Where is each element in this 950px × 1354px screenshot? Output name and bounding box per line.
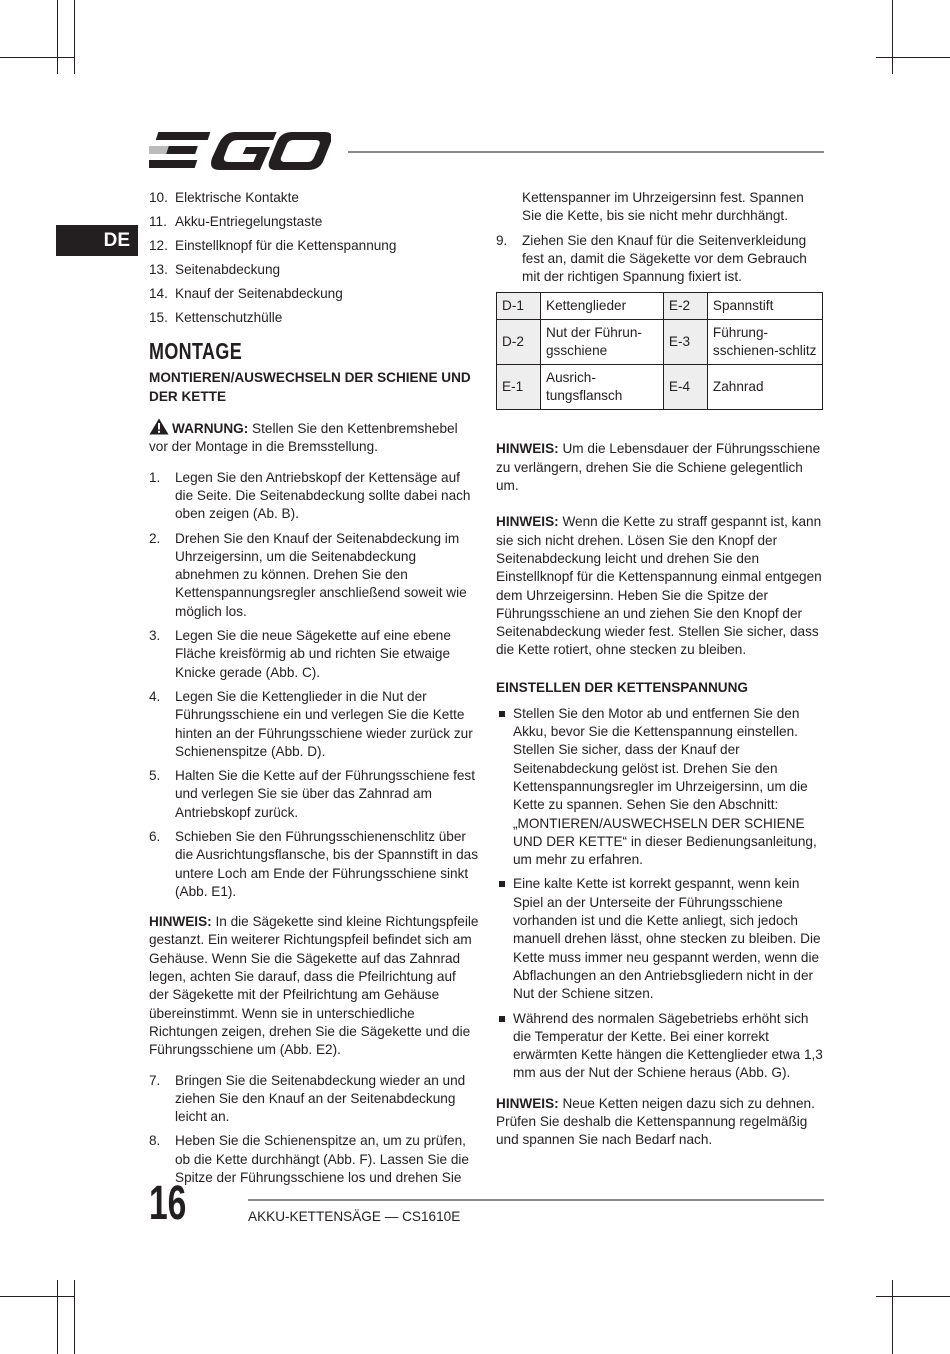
list-item bbox=[149, 213, 479, 231]
right-column bbox=[496, 189, 826, 1162]
crop-mark bbox=[74, 1280, 75, 1354]
table-cell: D-2 bbox=[497, 320, 541, 365]
crop-mark bbox=[57, 0, 58, 74]
note-label: HINWEIS: bbox=[149, 914, 212, 930]
step-number: 5. bbox=[149, 768, 161, 784]
section-title: MONTAGE bbox=[149, 337, 243, 364]
list-item bbox=[149, 688, 479, 761]
item-label: Einstellknopf für die Kettenspannung bbox=[175, 238, 397, 254]
item-number: 15. bbox=[149, 310, 168, 326]
step-number: 6. bbox=[149, 829, 161, 844]
crop-mark bbox=[892, 0, 893, 74]
steps-list-continued bbox=[149, 1072, 479, 1188]
list-item bbox=[149, 309, 479, 327]
footer-rule bbox=[248, 1199, 824, 1201]
tension-bullets bbox=[496, 705, 826, 1083]
bullet-text: Während des normalen Sägebetriebs erhöht sich die Temperatur der Kette. Bei einer korrekt erwärmten Kette hängen die Kettenglieder etwa 1,3 mm aus der Nut der Schiene heraus (Abb. G). bbox=[513, 1010, 823, 1081]
step-number: 4. bbox=[149, 688, 161, 704]
table-cell: Führung-sschienen-schlitz bbox=[707, 320, 822, 365]
table-row bbox=[497, 320, 823, 365]
note-paragraph bbox=[149, 913, 479, 1059]
crop-mark bbox=[892, 1280, 893, 1354]
crop-mark bbox=[0, 57, 74, 58]
item-label: Elektrische Kontakte bbox=[175, 190, 299, 205]
note-text: Neue Ketten neigen dazu sich zu dehnen. Prüfen Sie deshalb die Kettenspannung regelmäßig und spannen Sie nach Bedarf nach. bbox=[496, 1095, 815, 1148]
item-number: 11. bbox=[149, 214, 167, 230]
note-text: In die Sägekette sind kleine Richtungspfeile gestanzt. Ein weiterer Richtungspfeil befindet sich am Gehäuse. Wenn Sie die Sägekette auf das Zahnrad legen, achten Sie darauf, dass die Pfeilrichtung auf der Sägekette mit der Pfeilrichtung am Gehäuse übereinstimmt. Wenn sie in unterschiedliche Richtungen zeigen, drehen Sie die Sägekette und die Führungsschiene um (Abb. E2). bbox=[149, 914, 479, 1058]
note-label: HINWEIS: bbox=[496, 441, 559, 457]
list-item bbox=[149, 627, 479, 682]
step-text: Legen Sie die Kettenglieder in die Nut der Führungsschiene ein und verlegen Sie die Kette hinten an der Führungsschiene wieder zurück zur Schienenspitze (Abb. D). bbox=[175, 688, 473, 759]
warning-paragraph bbox=[149, 418, 479, 457]
step-number: 7. bbox=[149, 1072, 161, 1088]
table-cell: Nut der Führun-gsschiene bbox=[541, 320, 664, 365]
table-cell: Ausrich-tungsflansch bbox=[541, 365, 664, 410]
table-cell: E-4 bbox=[663, 365, 707, 410]
list-item bbox=[496, 875, 826, 1003]
crop-mark bbox=[876, 1296, 950, 1297]
step-text: Bringen Sie die Seitenabdeckung wieder an und ziehen Sie den Knauf an der Seitenabdeckung leicht an. bbox=[175, 1072, 466, 1125]
step-text: Legen Sie den Antriebskopf der Kettensäge auf die Seite. Die Seitenabdeckung sollte dabei nach oben zeigen (Ab. B). bbox=[175, 469, 471, 522]
table-row bbox=[497, 293, 823, 320]
table-cell: D-1 bbox=[497, 293, 541, 320]
item-label: Kettenschutzhülle bbox=[175, 310, 283, 326]
item-label: Knauf der Seitenabdeckung bbox=[175, 286, 343, 302]
item-number: 12. bbox=[149, 238, 168, 254]
note-paragraph bbox=[496, 440, 826, 495]
ego-logo bbox=[149, 130, 331, 172]
list-item bbox=[149, 767, 479, 822]
list-item bbox=[149, 530, 479, 621]
item-number: 14. bbox=[149, 286, 168, 302]
note-text: Wenn die Kette zu straff gespannt ist, kann sie sich nicht drehen. Lösen Sie den Knopf der Seitenabdeckung leicht und drehen Sie den Einstellknopf für die Kettenspannung einmal entgegen dem Uhrzeigersinn. Heben Sie die Spitze der Führungsschiene an und ziehen Sie den Knopf der Seitenabdeckung wieder fest. Stellen Sie sicher, dass die Kette rotiert, ohne stecken zu bleiben. bbox=[496, 514, 822, 658]
steps-list-final bbox=[496, 232, 826, 287]
step-text: Schieben Sie den Führungsschienenschlitz über die Ausrichtungsflansche, bis der Spannstift in das untere Loch am Ende der Führungsschiene sinkt (Abb. E1). bbox=[175, 829, 479, 899]
note-paragraph bbox=[496, 1095, 826, 1150]
step-number: 8. bbox=[149, 1133, 161, 1149]
list-item bbox=[496, 705, 826, 870]
note-label: HINWEIS: bbox=[496, 1095, 559, 1111]
bullet-text: Stellen Sie den Motor ab und entfernen Sie den Akku, bevor Sie die Kettenspannung einstellen. Stellen Sie sicher, dass der Knauf der Seitenabdeckung gelöst ist. Drehen Sie den Kettenspannungsregler im Uhrzeigersinn, um die Kette zu spannen. Sehen Sie den Abschnitt: „MONTIEREN/AUSWECHSELN DER SCHIENE UND DER KETTE“ in dieser Bedienungsanleitung, um mehr zu erfahren. bbox=[513, 705, 817, 868]
bullet-square-icon bbox=[499, 1016, 505, 1022]
item-number: 10. bbox=[149, 190, 168, 205]
bullet-text: Eine kalte Kette ist korrekt gespannt, wenn kein Spiel an der Unterseite der Führungsschiene vorhanden ist und die Kette anliegt, sich jedoch manuell drehen lässt, ohne stecken zu bleiben. Die Kette muss immer neu gespannt werden, wenn die Abflachungen an den Antriebsgliedern nicht in der Nut der Schiene sitzen. bbox=[513, 876, 821, 1002]
table-cell: Spannstift bbox=[707, 293, 822, 320]
language-tab: DE bbox=[56, 225, 138, 256]
crop-mark bbox=[74, 0, 75, 74]
crop-mark bbox=[0, 1296, 74, 1297]
item-label: Seitenabdeckung bbox=[175, 262, 281, 278]
table-row bbox=[497, 365, 823, 410]
step-number: 9. bbox=[496, 232, 508, 248]
item-number: 13. bbox=[149, 262, 168, 278]
step-text: Drehen Sie den Knauf der Seitenabdeckung im Uhrzeigersinn, um die Seitenabdeckung abnehmen zu können. Drehen Sie den Kettenspannungsregler anschließend soweit wie möglich los. bbox=[175, 530, 467, 619]
step-number: 2. bbox=[149, 530, 161, 546]
step-text: Ziehen Sie den Knauf für die Seitenverkleidung fest an, damit die Sägekette vor dem Gebrauch mit der richtigen Spannung fixiert ist. bbox=[522, 232, 807, 285]
list-item bbox=[149, 469, 479, 524]
table-cell: Kettenglieder bbox=[541, 293, 664, 320]
list-item bbox=[149, 1072, 479, 1127]
list-item bbox=[496, 232, 826, 287]
table-cell: E-2 bbox=[663, 293, 707, 320]
bullet-square-icon bbox=[499, 711, 505, 717]
list-item bbox=[149, 189, 479, 207]
footer-doc-title: AKKU-KETTENSÄGE — CS1610E bbox=[248, 1209, 461, 1224]
note-label: HINWEIS: bbox=[496, 514, 559, 530]
left-column bbox=[149, 189, 479, 1193]
crop-mark bbox=[876, 57, 950, 58]
parts-list bbox=[149, 189, 479, 328]
warning-icon bbox=[149, 418, 169, 435]
page-number: 16 bbox=[149, 1177, 187, 1230]
tension-section-title: EINSTELLEN DER KETTENSPANNUNG bbox=[496, 679, 749, 695]
table-cell: E-1 bbox=[497, 365, 541, 410]
step-number: 3. bbox=[149, 628, 161, 644]
list-item bbox=[149, 261, 479, 279]
step-number: 1. bbox=[149, 469, 161, 485]
warning-text: Stellen Sie den Kettenbremshebel vor der Montage in die Bremsstellung. bbox=[149, 421, 458, 455]
bullet-square-icon bbox=[499, 881, 505, 887]
step-text: Halten Sie die Kette auf der Führungsschiene fest und verlegen Sie sie über das Zahnrad am Antriebskopf zurück. bbox=[175, 768, 475, 820]
table-cell: Zahnrad bbox=[707, 365, 822, 410]
list-item bbox=[149, 285, 479, 303]
step-text: Heben Sie die Schienenspitze an, um zu prüfen, ob die Kette durchhängt (Abb. F). Lassen Sie die Spitze der Führungsschiene los und drehen Sie bbox=[175, 1133, 469, 1186]
note-text: Um die Lebensdauer der Führungsschiene zu verlängern, drehen Sie die Schiene gelegentlich um. bbox=[496, 441, 821, 494]
list-item bbox=[149, 828, 479, 901]
header-rule bbox=[348, 151, 824, 153]
crop-mark bbox=[57, 1280, 58, 1354]
step-8-continuation: Kettenspanner im Uhrzeigersinn fest. Spannen Sie die Kette, bis sie nicht mehr durchhängt. bbox=[522, 190, 804, 224]
item-label: Akku-Entriegelungstaste bbox=[175, 214, 323, 230]
warning-label: WARNUNG: bbox=[172, 421, 249, 437]
list-item bbox=[149, 237, 479, 255]
section-subtitle: MONTIEREN/AUSWECHSELN DER SCHIENE UND DER KETTE bbox=[149, 370, 471, 405]
parts-table bbox=[496, 292, 823, 410]
list-item bbox=[496, 1010, 826, 1083]
table-cell: E-3 bbox=[663, 320, 707, 365]
note-paragraph bbox=[496, 513, 826, 659]
steps-list bbox=[149, 469, 479, 902]
list-item bbox=[149, 1132, 479, 1187]
step-text: Legen Sie die neue Sägekette auf eine ebene Fläche kreisförmig ab und richten Sie etwaige Knicke gerade (Abb. C). bbox=[175, 628, 451, 680]
